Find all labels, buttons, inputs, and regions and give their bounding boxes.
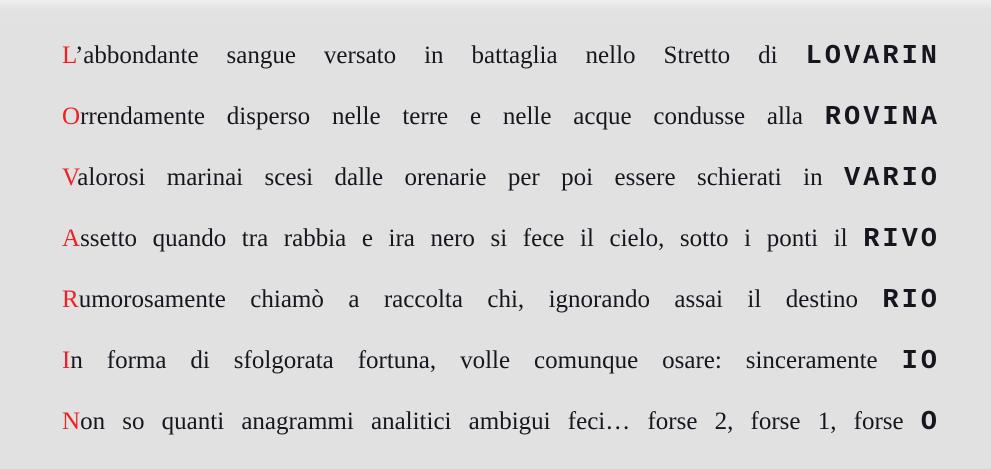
- poem-line: [62, 148, 941, 209]
- line-text: umorosamente chiamò a raccolta chi, ignorando assai il destino: [78, 286, 858, 313]
- line-text: n forma di sfolgorata fortuna, volle comunque osare: sinceramente: [70, 347, 878, 374]
- acrostic-initial-letter: O: [62, 103, 81, 130]
- acrostic-initial-letter: I: [62, 347, 71, 374]
- line-text: alorosi marinai scesi dalle orenarie per poi essere schierati in: [77, 164, 823, 191]
- anagram-keyword: RIVO: [863, 225, 941, 255]
- poem-line: [62, 331, 940, 392]
- poem-line: [62, 87, 941, 148]
- acrostic-poem: [62, 26, 941, 453]
- anagram-keyword: LOVARIN: [805, 42, 940, 72]
- poem-line: [62, 26, 940, 87]
- anagram-keyword: O: [920, 408, 940, 438]
- anagram-keyword: ROVINA: [824, 103, 941, 133]
- acrostic-initial-letter: V: [62, 164, 78, 191]
- acrostic-initial-letter: L: [62, 42, 75, 69]
- poem-line: [62, 392, 940, 453]
- line-text: rrendamente disperso nelle terre e nelle acque condusse alla: [80, 103, 803, 130]
- acrostic-initial-letter: A: [62, 225, 81, 252]
- anagram-keyword: VARIO: [844, 164, 941, 194]
- line-text: ’abbondante sangue versato in battaglia nello Stretto di: [74, 42, 778, 69]
- acrostic-initial-letter: R: [62, 286, 79, 313]
- poem-line: [62, 209, 941, 270]
- acrostic-initial-letter: N: [62, 408, 81, 435]
- line-text: on so quanti anagrammi analitici ambigui feci… forse 2, forse 1, forse: [80, 408, 904, 435]
- line-text: ssetto quando tra rabbia e ira nero si fece il cielo, sotto i ponti il: [80, 225, 848, 252]
- poem-line: [62, 270, 941, 331]
- anagram-keyword: RIO: [882, 286, 941, 316]
- anagram-keyword: IO: [901, 347, 940, 377]
